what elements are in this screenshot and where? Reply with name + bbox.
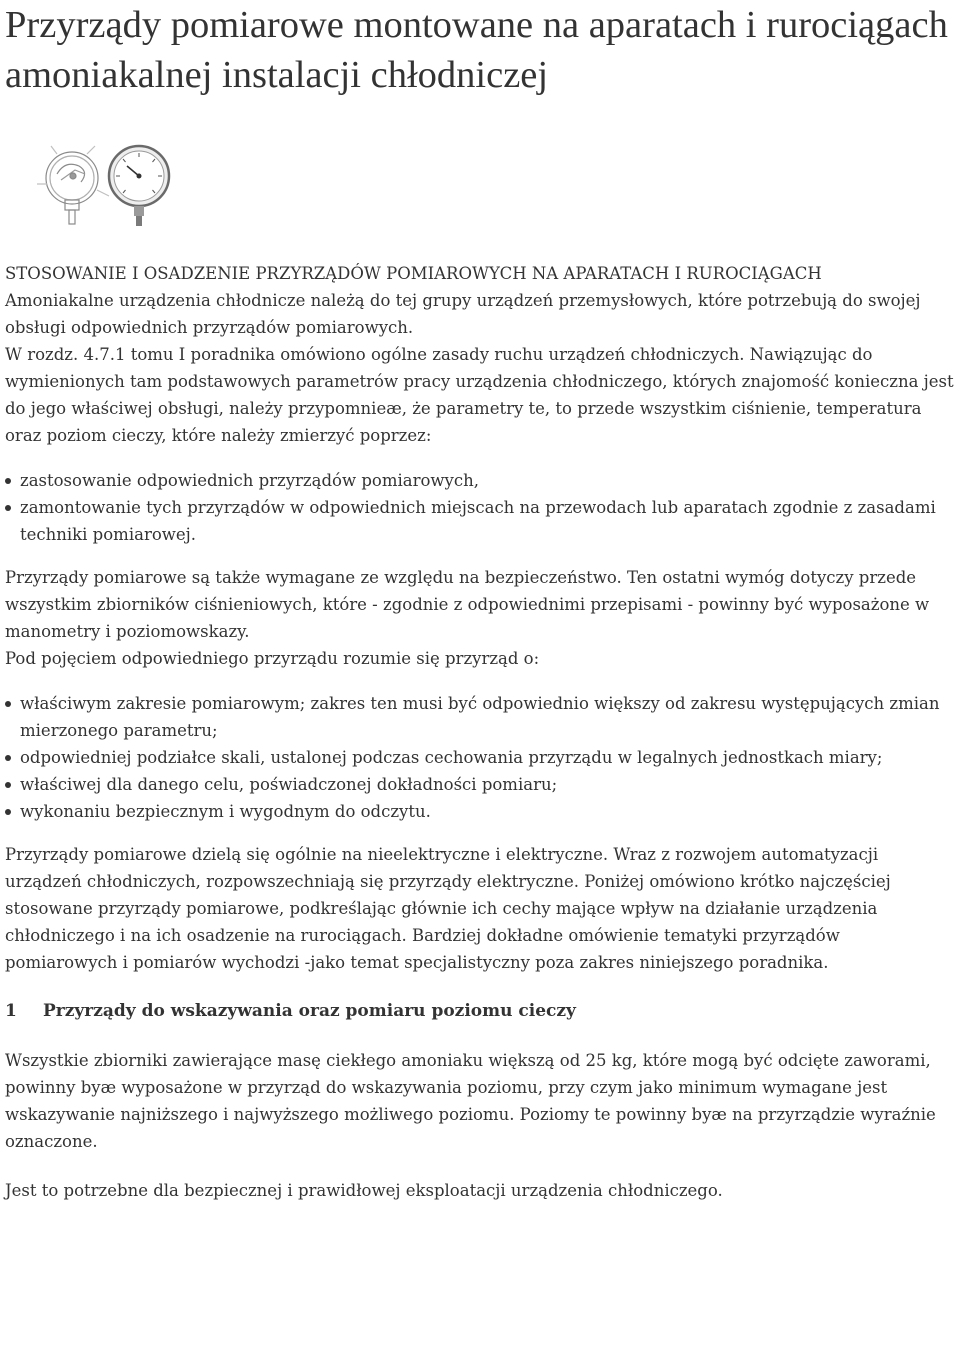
paragraph-conclusion: Jest to potrzebne dla bezpiecznej i prawidłowej eksploatacji urządzenia chłodniczego. (5, 1181, 723, 1200)
document-page (5, 0, 957, 1204)
subsection-title: Przyrządy do wskazywania oraz pomiaru poziomu cieczy (43, 1001, 576, 1021)
subsection-number: 1 (5, 1001, 17, 1021)
paragraph-tanks: Wszystkie zbiorniki zawierające masę ciekłego amoniaku większą od 25 kg, które mogą być odcięte zaworami, powinny byæ wyposażone w przyrząd do wskazywania poziomu, przy czym jako minimum wymagane jest wskazywanie najniższego i najwyższego możliwego poziomu. Poziomy te powinny byæ na przyrządzie wyraźnie oznaczone. (5, 1051, 936, 1151)
pressure-gauge-icon (109, 146, 169, 226)
subsection-heading (5, 998, 957, 1025)
paragraph-classification: Przyrządy pomiarowe dzielą się ogólnie na nieelektryczne i elektryczne. Wraz z rozwojem automatyzacji urządzeń chłodniczych, rozpowszechniają się przyrządy elektryczne. Poniżej omówiono krótko najczęściej stosowane przyrządy pomiarowe, podkreślając głównie ich cechy mające wpływ na działanie urządzenia chłodniczego i na ich osadzenie na rurociągach. Bardziej dokładne omówienie tematyki przyrządów pomiarowych i pomiarów wychodzi -jako temat specjalistyczny poza zakres niniejszego poradnika. (5, 845, 891, 972)
intro-paragraph: Amoniakalne urządzenia chłodnicze należą do tej grupy urządzeń przemysłowych, które potrzebują do swojej obsługi odpowiednich przyrządów pomiarowych. (5, 291, 921, 337)
paragraph-safety: Przyrządy pomiarowe są także wymagane ze względu na bezpieczeństwo. Ten ostatni wymóg dotyczy przede wszystkim zbiorników ciśnieniowych, które - zgodnie z odpowiednimi przepisami - powinny być wyposażone w manometry i poziomowskazy. (5, 568, 930, 641)
list-item: właściwej dla danego celu, poświadczonej dokładności pomiaru; (5, 771, 957, 798)
section-heading: STOSOWANIE I OSADZENIE PRZYRZĄDÓW POMIAROWYCH NA APARATACH I RUROCIĄGACH (5, 264, 822, 283)
list-item: wykonaniu bezpiecznym i wygodnym do odczytu. (5, 798, 957, 825)
paragraph-parameters: W rozdz. 4.7.1 tomu I poradnika omówiono ogólne zasady ruchu urządzeń chłodniczych. Nawiązując do wymienionych tam podstawowych parametrów pracy urządzenia chłodniczego, których znajomość konieczna jest do jego właściwej obsługi, należy przypomnieæ, że parametry te, to przede wszystkim ciśnienie, temperatura oraz poziom cieczy, które należy zmierzyć poprzez: (5, 345, 954, 445)
manometer-cutaway-icon (37, 146, 109, 224)
document-title: Przyrządy pomiarowe montowane na aparatach i rurociągach amoniakalnej instalacji chłodniczej (5, 4, 948, 96)
list-item: właściwym zakresie pomiarowym; zakres ten musi być odpowiednio większy od zakresu występujących zmian mierzonego parametru; (5, 690, 957, 744)
gauges-figure (27, 134, 957, 234)
list-item: odpowiedniej podziałce skali, ustalonej podczas cechowania przyrządu w legalnych jednostkach miary; (5, 744, 957, 771)
manometer-illustration (27, 134, 187, 234)
list-item: zastosowanie odpowiednich przyrządów pomiarowych, (5, 467, 957, 494)
paragraph-definition: Pod pojęciem odpowiedniego przyrządu rozumie się przyrząd o: (5, 649, 540, 668)
list-item: zamontowanie tych przyrządów w odpowiednich miejscach na przewodach lub aparatach zgodnie z zasadami techniki pomiarowej. (5, 494, 957, 548)
instrument-criteria-list (5, 690, 957, 825)
measurement-requirements-list (5, 467, 957, 548)
